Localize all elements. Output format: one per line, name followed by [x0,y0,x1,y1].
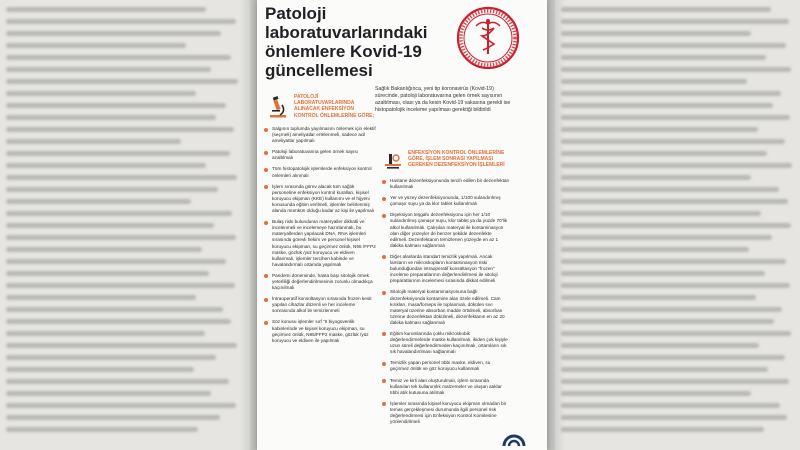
bullet-icon [264,151,268,155]
list-item [382,360,510,372]
bullet-icon [264,221,268,225]
list-item-text: Dişeksiyon teşgahı dezenfeksiyonu için her 1/10 sulandırılmış çamaşır suyu, klor tablet ya da yüzde 70'lik alkol kullanılmalı. Çalışılan materyal ile kontaminasyon olan diğer yüzeyler de benzer şekilde dezenfekte edilmeli. Dezenfektanın temizlenen yüzeyde en az 1 dakika kalması sağlanmalı [390,212,508,248]
page-fold-shadow-right [545,0,565,450]
list-item [382,178,510,190]
bullet-icon [264,321,268,325]
list-item [382,254,510,284]
left-section-header [264,94,376,120]
bullet-icon [382,332,386,336]
list-item-text: İntraoperatif konsültasyon sırasında frozen kesit yapılan cihazlar düzenli ve her inceleme sonrasında alkol ile temizlenmeli [272,296,372,314]
list-item-text: Tüm histopatolojik işlemlerde enfeksiyon kontrol önlemleri alınmalı [272,166,372,178]
poster-title: Patoloji laboratuvarlarındaki önlemlere Kovid-19 güncellemesi [265,4,428,80]
list-item-text: Hastane dezenfeksiyonunda tercih edilen bir dezenfektan kullanılmalı [390,178,510,190]
right-section-title: ENFEKSİYON KONTROL ÖNLEMLERİNE GÖRE, İŞLEM SONRASI YAPILMASI GEREKEN DEZENFEKSİYON İŞLEMLERİ [408,150,505,169]
list-item-text: İşlemler sırasında kişisel koruyucu ekipman olmadan bir temas gerçekleşmesi durumunda ilgili personel risk değerlendirmesi için Enfeksiyon Kontrol Komitesine yönlendirilmeli [390,400,507,425]
list-item [382,331,510,355]
bullet-icon [264,128,268,132]
infographic-poster [257,0,547,450]
bullet-icon [382,362,386,366]
list-item [382,378,510,396]
list-item [264,184,376,214]
list-item [264,166,376,178]
list-item-text: Salgının toplumda yayılmasını önlemek için elektif (seçmeli) ameliyatlar ertelenmeli, sadece acil ameliyatlar yapılmalı [272,126,376,144]
bullet-icon [264,298,268,302]
list-item [382,195,510,207]
list-item-text: Söz konusu işlemler sırf "II biyogüvenlik kabinlerinde ve kişisel koruyucu ekipman, su geçirmez önlük, N95/FFP2 maske, gözlük /yüz koruyucu ve eldiven ile yapılmalı [272,319,369,343]
background-newspaper-left [0,0,250,450]
list-item-text: Temizlik yapan personel tıbbi maske, eldiven, su geçirmez önlük ve göz koruyucu kullanmalı [390,360,491,372]
list-item [382,212,510,249]
list-item-text: İşlem sırasında görev alacak tüm sağlık personeline enfeksiyon kontrol kuralları, kişisel koruyucu ekipman (KKE) kullanımı ve el hijyeni konusunda eğitim verilmeli, işlemler belirlenmiş alanda mümkün olduğu kadar az kişi ile yapılmalı [272,183,375,214]
list-item-text: Bulaş riski bulunduran materyaller dikkatli ve incelenmeli ve incelemeye hazırlanmalı, bu materyallerden yapılacak DNA, RNA işlemleri sırasında görevli hekim ve personel kişisel koruyucu ekipman, su geçirmez önlük, N95 /FFP2 maske, gözlük /yüz koruyucu ve eldiven kullanmalı, işlemler tercihen kabinde ve havalandırmalı ortamda yapılmalı [272,219,376,267]
list-item-text: Pandemi döneminde, hasta başı sitolojik örnek yeterliliği değerlendirilmesinin zorunlu olmadıkça kaçınılmalı [272,272,373,291]
left-column [264,94,376,349]
intro-text: Sağlık Bakanlığınca, yeni tip koronavirüs (Kovid-19) sürecinde, patoloji laboratuvarına gelen örnek sayısının azaltılması, olası ya da kesin Kovid-19 vakasına gerekli ise histopatolojik inceleme yapılması gerektiği bildirildi [375,86,511,113]
bullet-icon [382,180,386,184]
bullet-icon [382,402,386,406]
list-item [264,273,376,291]
bullet-icon [382,214,386,218]
list-item [264,149,376,161]
bullet-icon [382,291,386,295]
list-item-text: Temiz ve kirli alan oluşturulmalı, işlem sırasında kullanılan tek kullanımlık malzemeler ve oluşan atıklar tıbbi atık kutusuna atılmalı [390,377,502,395]
list-item [264,319,376,343]
left-section-title: PATOLOJİ LABORATUVARLARINDA ALINACAK ENFEKSİYON KONTROL ÖNLEMLERİNE GÖRE; [294,94,375,119]
list-item [264,296,376,314]
bullet-icon [264,185,268,189]
list-item-text: Diğer alanlarda standart temizlik yapılmalı. Ancak lamların ve mikroskopların kontaminasyon riski bulunduğundan intraoperatif konsültasyon "frozen" inceleme preparatlarının değerlendirilmesi ile sitoloji preparatlarının incelemesi sırasında dikkat edilmeli [390,253,498,284]
agency-logo-icon [501,428,527,448]
bullet-icon [264,168,268,172]
list-item-text: Sitolojik materyal kontaminasyonuna bağlı dezenfeksiyonda kontamine alan özele edilmeli. Cam kırıkları, masa/forseps ile toplanmalı, dökülen sıvı materyal üzerine absorban madde örtülmeli, absorban üzerine dezenfektan dökülmeli, dezenfektanın en az 20 dakika kalması sağlanmalı [390,289,505,325]
list-item-text: Yer ve yüzey dezenfeksiyonunda, 1/100 sulandırılmış çamaşır suyu ya da klor tablet kullanılmalı [390,195,501,207]
list-item-text: Patoloji laboratuvarına gelen örnek sayısı azaltılmalı [272,149,358,161]
list-item-text: Eğitim kurumlarında çoklu mikroskobik değerlendirmelerde maske kullanılmalı, ikiden çok kişiyle uzun süreli değerlendirmeden kaçınılmalı, ortamların sık sık havalandırılması sağlanmalı [390,330,508,355]
list-item [382,401,510,425]
microscope-icon [264,94,290,120]
bullet-icon [382,379,386,383]
right-section-header [382,150,510,172]
bullet-icon [264,274,268,278]
seal-icon [456,6,520,70]
bullet-icon [382,197,386,201]
background-newspaper-right [555,0,800,450]
list-item [264,126,376,144]
bullet-icon [382,255,386,259]
pathology-lab-icon [382,150,404,172]
list-item [264,219,376,268]
list-item [382,289,510,326]
right-column [382,150,510,430]
